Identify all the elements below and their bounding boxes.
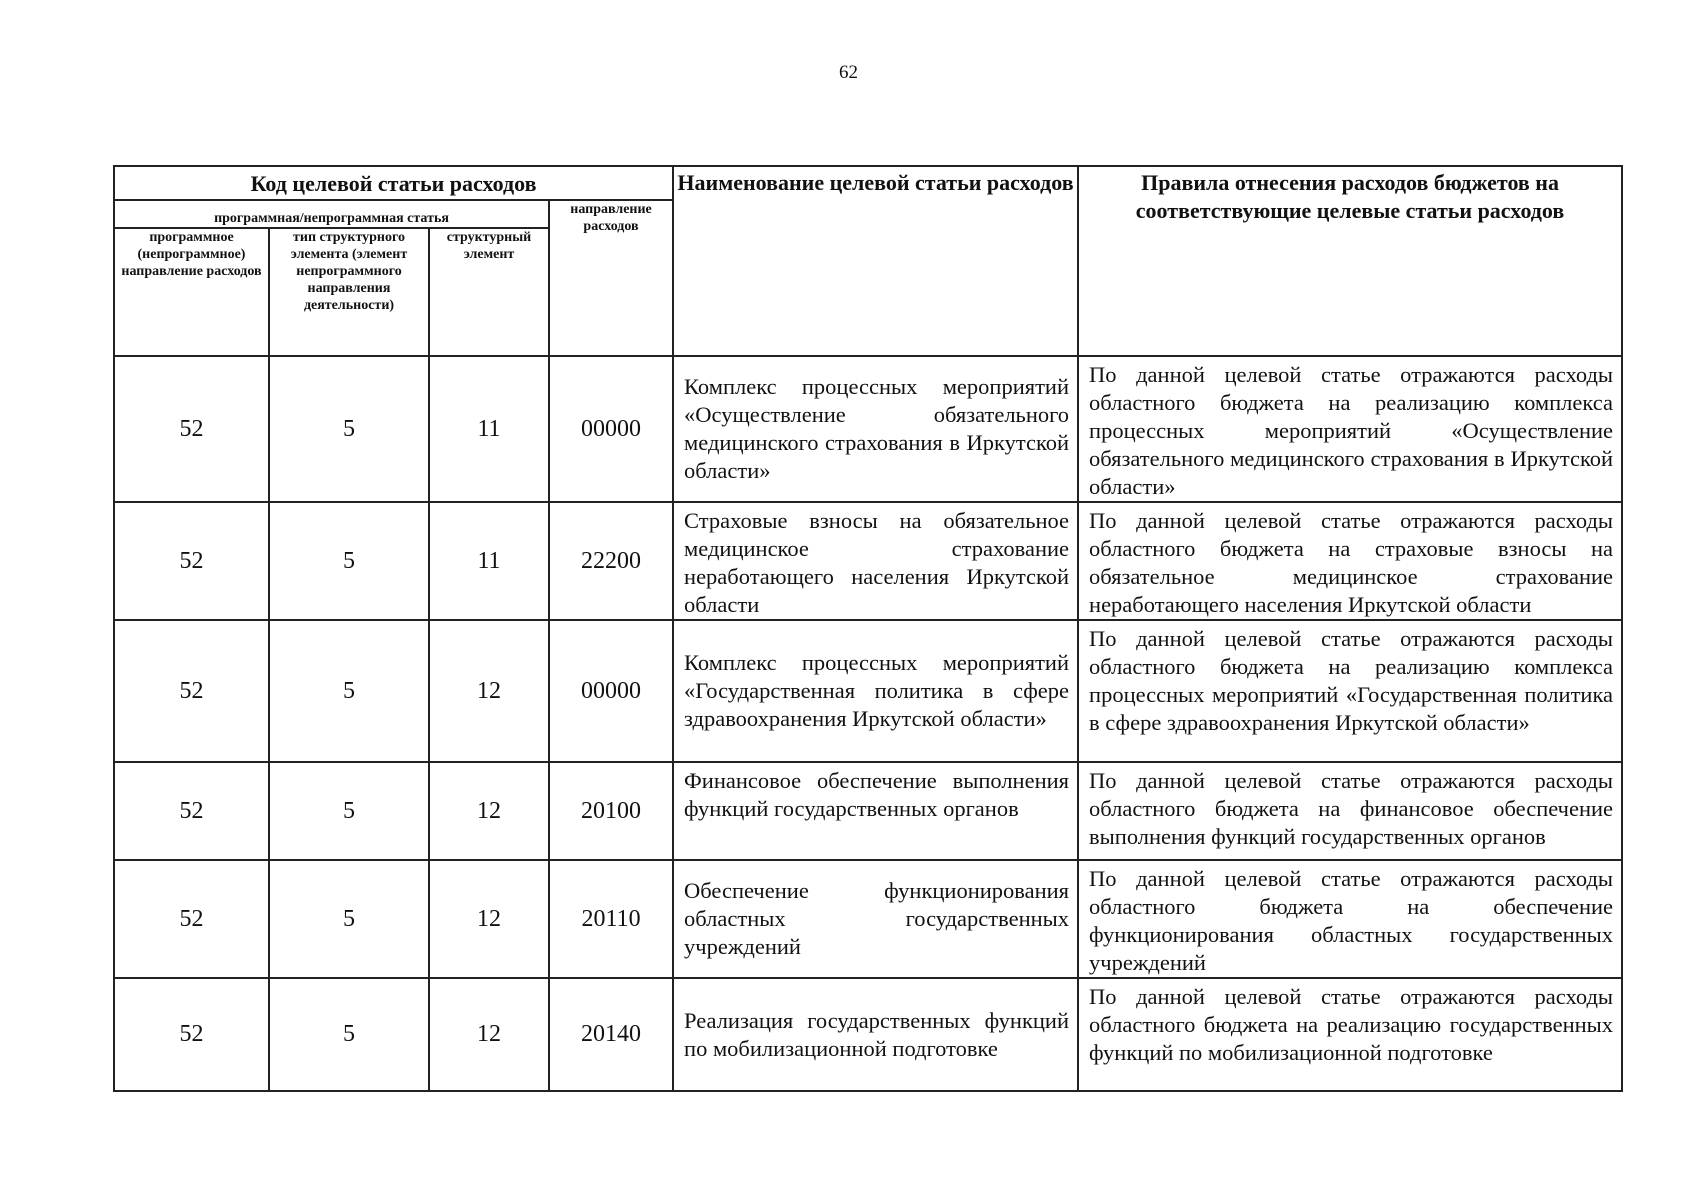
cell-rule: По данной целевой статье отражаются расходы областного бюджета на финансовое обеспечение выполнения функций государственных органов: [1078, 762, 1622, 860]
cell-rule: По данной целевой статье отражаются расходы областного бюджета на страховые взносы на обязательное медицинское страхование неработающего населения Иркутской области: [1078, 502, 1622, 620]
header-code-group: Код целевой статьи расходов: [114, 166, 673, 200]
cell-rule: По данной целевой статье отражаются расходы областного бюджета на обеспечение функционирования областных государственных учреждений: [1078, 860, 1622, 978]
table-row: [114, 356, 1622, 502]
cell-name: Реализация государственных функций по мобилизационной подготовке: [673, 978, 1078, 1091]
cell-program: 52: [114, 502, 269, 620]
cell-rule: По данной целевой статье отражаются расходы областного бюджета на реализацию государственных функций по мобилизационной подготовке: [1078, 978, 1622, 1091]
cell-element: 12: [429, 860, 549, 978]
cell-name: Комплекс процессных мероприятий «Осуществление обязательного медицинского страхования в Иркутской области»: [673, 356, 1078, 502]
table-row: [114, 502, 1622, 620]
cell-type: 5: [269, 620, 429, 762]
header-program-article: программная/непрограммная статья: [114, 200, 549, 228]
table-row: [114, 762, 1622, 860]
header-structural-type: тип структурного элемента (элемент непрограммного направления деятельности): [269, 228, 429, 356]
cell-element: 12: [429, 620, 549, 762]
cell-type: 5: [269, 502, 429, 620]
cell-type: 5: [269, 356, 429, 502]
cell-program: 52: [114, 860, 269, 978]
cell-program: 52: [114, 356, 269, 502]
cell-rule: По данной целевой статье отражаются расходы областного бюджета на реализацию комплекса процессных мероприятий «Осуществление обязательного медицинского страхования в Иркутской области»: [1078, 356, 1622, 502]
cell-element: 11: [429, 502, 549, 620]
cell-type: 5: [269, 860, 429, 978]
cell-direction: 22200: [549, 502, 673, 620]
cell-name: Страховые взносы на обязательное медицинское страхование неработающего населения Иркутской области: [673, 502, 1078, 620]
cell-program: 52: [114, 762, 269, 860]
cell-name: Финансовое обеспечение выполнения функций государственных органов: [673, 762, 1078, 860]
cell-type: 5: [269, 762, 429, 860]
header-structural-element: структурный элемент: [429, 228, 549, 356]
cell-rule: По данной целевой статье отражаются расходы областного бюджета на реализацию комплекса процессных мероприятий «Государственная политика в сфере здравоохранения Иркутской области»: [1078, 620, 1622, 762]
table-row: [114, 860, 1622, 978]
cell-program: 52: [114, 620, 269, 762]
cell-element: 12: [429, 978, 549, 1091]
cell-element: 12: [429, 762, 549, 860]
header-name: Наименование целевой статьи расходов: [673, 166, 1078, 356]
header-program-direction: программное (непрограммное) направление расходов: [114, 228, 269, 356]
cell-direction: 20140: [549, 978, 673, 1091]
cell-direction: 00000: [549, 620, 673, 762]
budget-classification-table: [113, 165, 1623, 1092]
header-rules: Правила отнесения расходов бюджетов на соответствующие целевые статьи расходов: [1078, 166, 1622, 356]
cell-element: 11: [429, 356, 549, 502]
cell-direction: 00000: [549, 356, 673, 502]
cell-program: 52: [114, 978, 269, 1091]
table-row: [114, 620, 1622, 762]
cell-direction: 20110: [549, 860, 673, 978]
page-number: 62: [839, 62, 858, 83]
cell-name: Комплекс процессных мероприятий «Государственная политика в сфере здравоохранения Иркутской области»: [673, 620, 1078, 762]
cell-name: Обеспечение функционирования областных государственных учреждений: [673, 860, 1078, 978]
cell-type: 5: [269, 978, 429, 1091]
table-row: [114, 978, 1622, 1091]
cell-direction: 20100: [549, 762, 673, 860]
header-direction: направление расходов: [549, 200, 673, 356]
